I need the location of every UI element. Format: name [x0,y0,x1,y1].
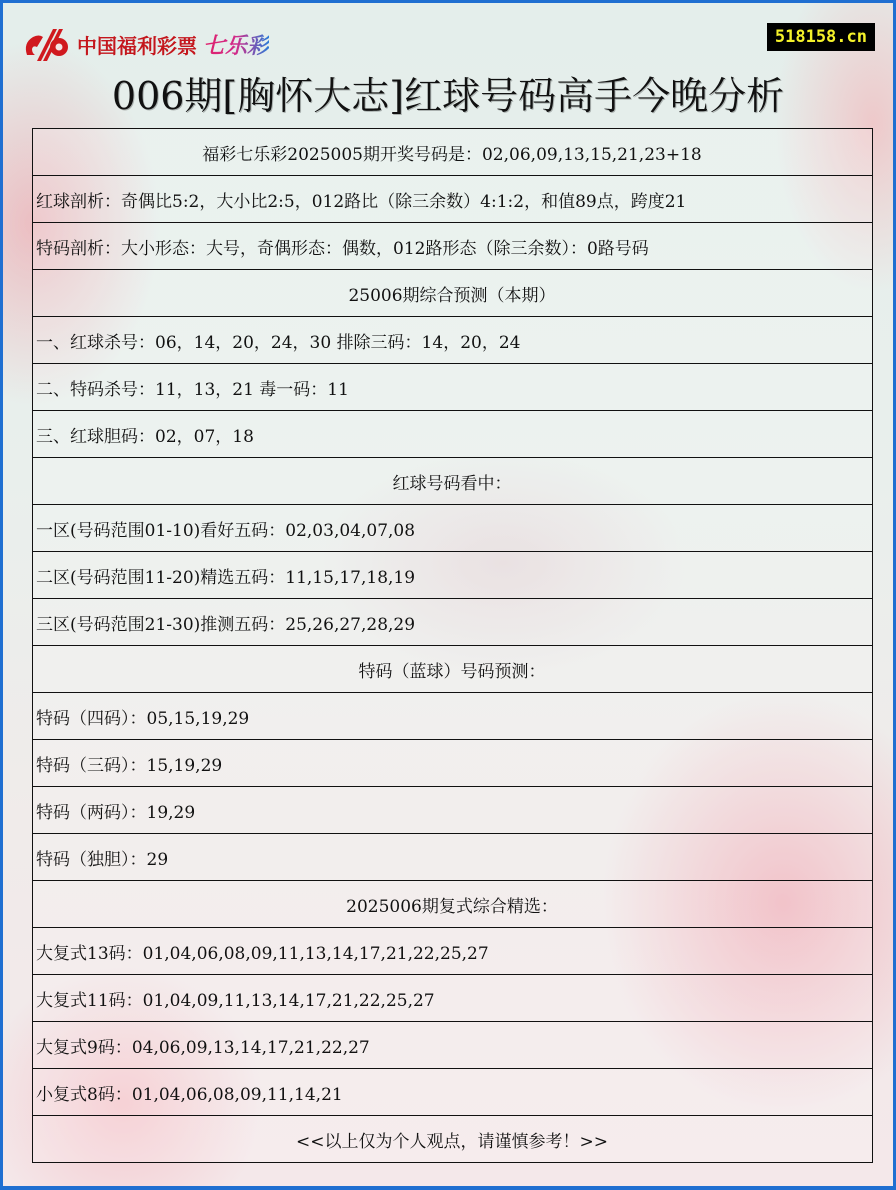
compound-13-cell: 大复式13码：01,04,06,08,09,11,13,14,17,21,22,25,27 [33,928,873,975]
table-row [33,928,873,975]
table-row [33,881,873,928]
red-kill-cell: 一、红球杀号：06，14，20，24，30 排除三码：14，20，24 [33,317,873,364]
table-row [33,129,873,176]
site-badge: 518158.cn [767,23,875,51]
cwl-logo-icon [23,25,71,63]
table-row [33,834,873,881]
zone-3-cell: 三区(号码范围21-30)推测五码：25,26,27,28,29 [33,599,873,646]
lottery-logo [23,25,269,63]
table-row [33,364,873,411]
special-four-cell: 特码（四码）：05,15,19,29 [33,693,873,740]
zone-1-cell: 一区(号码范围01-10)看好五码：02,03,04,07,08 [33,505,873,552]
table-row [33,176,873,223]
table-row [33,317,873,364]
section-heading-red-picks: 红球号码看中： [33,458,873,505]
red-banker-cell: 三、红球胆码：02，07，18 [33,411,873,458]
table-row [33,411,873,458]
table-row [33,270,873,317]
special-kill-cell: 二、特码杀号：11，13，21 毒一码：11 [33,364,873,411]
section-heading-special: 特码（蓝球）号码预测： [33,646,873,693]
special-three-cell: 特码（三码）：15,19,29 [33,740,873,787]
logo-game-name: 七乐彩 [203,29,269,60]
special-single-cell: 特码（独胆）：29 [33,834,873,881]
logo-text: 中国福利彩票 [77,33,197,58]
analysis-table [32,128,873,1163]
zone-2-cell: 二区(号码范围11-20)精选五码：11,15,17,18,19 [33,552,873,599]
table-row [33,693,873,740]
draw-result-cell: 福彩七乐彩2025005期开奖号码是：02,06,09,13,15,21,23+18 [33,129,873,176]
compound-8-cell: 小复式8码：01,04,06,08,09,11,14,21 [33,1069,873,1116]
table-row [33,787,873,834]
table-row [33,975,873,1022]
red-ball-analysis-cell: 红球剖析：奇偶比5:2，大小比2:5，012路比（除三余数）4:1:2，和值89点，跨度21 [33,176,873,223]
table-row [33,740,873,787]
table-row [33,1022,873,1069]
table-row [33,1116,873,1163]
table-row [33,223,873,270]
disclaimer-cell: <<以上仅为个人观点，请谨慎参考！>> [33,1116,873,1163]
page-title: 006期[胸怀大志]红球号码高手今晚分析 [111,74,785,118]
table-row [33,1069,873,1116]
special-two-cell: 特码（两码）：19,29 [33,787,873,834]
table-row [33,599,873,646]
table-row [33,505,873,552]
table-row [33,552,873,599]
compound-9-cell: 大复式9码：04,06,09,13,14,17,21,22,27 [33,1022,873,1069]
special-number-analysis-cell: 特码剖析：大小形态：大号，奇偶形态：偶数，012路形态（除三余数）：0路号码 [33,223,873,270]
table-row [33,458,873,505]
compound-11-cell: 大复式11码：01,04,09,11,13,14,17,21,22,25,27 [33,975,873,1022]
section-heading-compound: 2025006期复式综合精选： [33,881,873,928]
section-heading-prediction: 25006期综合预测（本期） [33,270,873,317]
table-row [33,646,873,693]
